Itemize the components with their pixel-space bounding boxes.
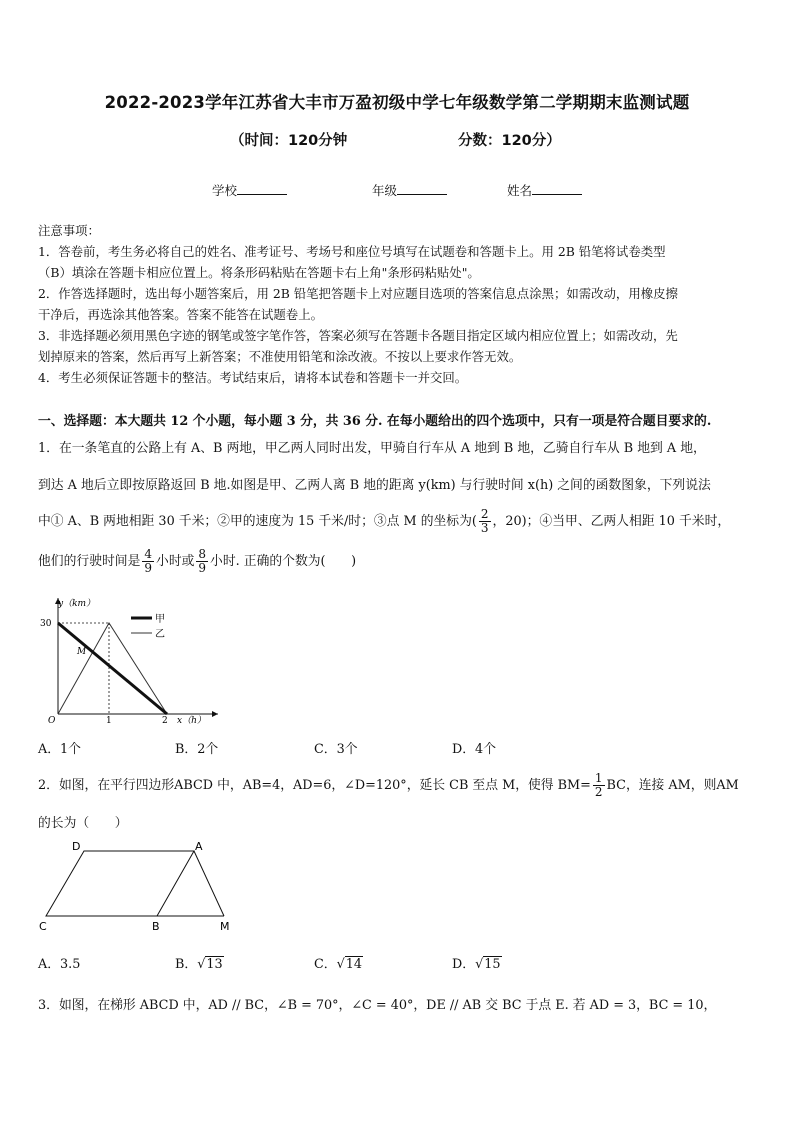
page-title: 2022-2023学年江苏省大丰市万盈初级中学七年级数学第二学期期末监测试题 [104,93,690,112]
label-A: A [195,840,203,853]
q1-line3 [38,508,730,535]
q2-line1b: BC，连接 AM，则AM [606,778,739,793]
fraction: $\frac{8}{9}$ [198,547,207,575]
sqrt: √14 [336,957,363,972]
q1-line3a: 中① A、B 两地相距 30 千米；②甲的速度为 15 千米/时；③点 M 的坐标为( [38,514,477,529]
q1-graph [36,594,226,724]
origin-label: O [48,716,56,724]
q2-line1a: 2．如图，在平行四边形ABCD 中，AB=4，AD=6，∠D=120°，延长 CB 至点 M，使得 BM= [38,778,591,793]
q1-option-b: B．2个 [175,742,219,757]
exam-time: （时间：120分钟 [230,133,348,149]
legend-jia: 甲 [155,614,165,625]
fraction: $\frac{1}{2}$ [594,771,603,799]
fraction: $\frac{4}{9}$ [144,547,153,575]
notice-block [38,220,758,388]
q2-option-d [452,953,502,972]
parallelogram [46,851,194,916]
section-heading: 一、选择题：本大题共 12 个小题，每小题 3 分，共 36 分. 在每小题给出的四个选项中，只有一项是符合题目要求的. [38,414,712,429]
series-jia [58,623,167,714]
q1-line3b: ，20)；④当甲、乙两人相距 10 千米时， [492,514,731,529]
option-prefix: D． [452,957,476,972]
notice-line: 2．作答选择题时，选出每小题答案后，用 2B 铅笔把答题卡上对应题目选项的答案信息点涂黑；如需改动，用橡皮擦 [38,286,678,301]
notice-heading: 注意事项： [38,223,100,238]
x-tick-1: 1 [106,716,112,724]
segment-AM [194,851,224,916]
q1-line2: 到达 A 地后立即按原路返回 B 地.如图是甲、乙两人离 B 地的距离 y(km) 与行驶时间 x(h) 之间的函数图象，下列说法 [38,478,711,493]
y-axis-label: y（km） [58,599,96,609]
option-prefix: C． [314,957,337,972]
x-axis-arrow [212,711,218,717]
q1-line1: 1．在一条笔直的公路上有 A、B 两地，甲乙两人同时出发，甲骑自行车从 A 地到 B 地，乙骑自行车从 B 地到 A 地， [38,441,706,456]
notice-line: 干净后，再选涂其他答案。答案不能答在试题卷上。 [38,307,323,322]
q2-line2: 的长为（ ） [38,816,128,831]
grade-field [372,181,447,199]
q1-line4 [38,548,356,575]
radicand: 13 [206,957,223,972]
school-label: 学校 [212,183,238,198]
q2-option-a: A．3.5 [38,957,81,972]
option-prefix: B． [175,957,198,972]
sqrt: √13 [197,957,223,972]
notice-line: 划掉原来的答案，然后再写上新答案；不准使用铅笔和涂改液。不按以上要求作答无效。 [38,349,522,364]
exam-score: 分数：120分） [458,133,561,149]
legend-yi: 乙 [155,629,165,640]
notice-line: 1．答卷前，考生务必将自己的姓名、准考证号、考场号和座位号填写在试题卷和答题卡上。用 2B 铅笔将试卷类型 [38,244,666,259]
label-M: M [220,920,230,933]
radicand: 14 [345,957,363,972]
q2-option-b [175,953,224,972]
school-field [212,181,287,199]
radicand: 15 [484,957,501,972]
q2-line1 [38,772,739,799]
grade-label: 年级 [372,183,398,198]
label-C: C [39,920,47,933]
point-M-label: M [77,647,87,657]
notice-line: 4．考生必须保证答题卡的整洁。考试结束后，请将本试卷和答题卡一并交回。 [38,370,468,385]
fraction: $\frac{2}{3}$ [480,507,489,535]
name-field [507,181,582,199]
name-label: 姓名 [507,183,533,198]
q3-line1: 3．如图，在梯形 ABCD 中，AD // BC，∠B = 70°，∠C = 40°，DE // AB 交 BC 于点 E. 若 AD = 3，BC = 10， [38,998,717,1013]
x-axis-label: x（h） [177,716,206,724]
y-tick-30: 30 [40,619,52,629]
q2-figure [36,838,246,934]
q1-line4a: 他们的行驶时间是 [38,554,141,569]
q1-option-d: D．4个 [452,742,496,757]
label-D: D [72,840,81,853]
x-tick-2: 2 [162,716,168,724]
q1-line4c: 小时. 正确的个数为( ) [210,554,357,569]
q2-option-c [314,953,363,972]
q1-line4b: 小时或 [156,554,195,569]
label-B: B [152,920,160,933]
q1-option-a: A．1个 [38,742,81,757]
sqrt: √15 [475,957,501,972]
q1-option-c: C．3个 [314,742,358,757]
notice-line: 3．非选择题必须用黑色字迹的钢笔或签字笔作答，答案必须写在答题卡各题目指定区域内相应位置上；如需改动，先 [38,328,678,343]
notice-line: （B）填涂在答题卡相应位置上。将条形码粘贴在答题卡右上角"条形码粘贴处"。 [38,265,480,280]
